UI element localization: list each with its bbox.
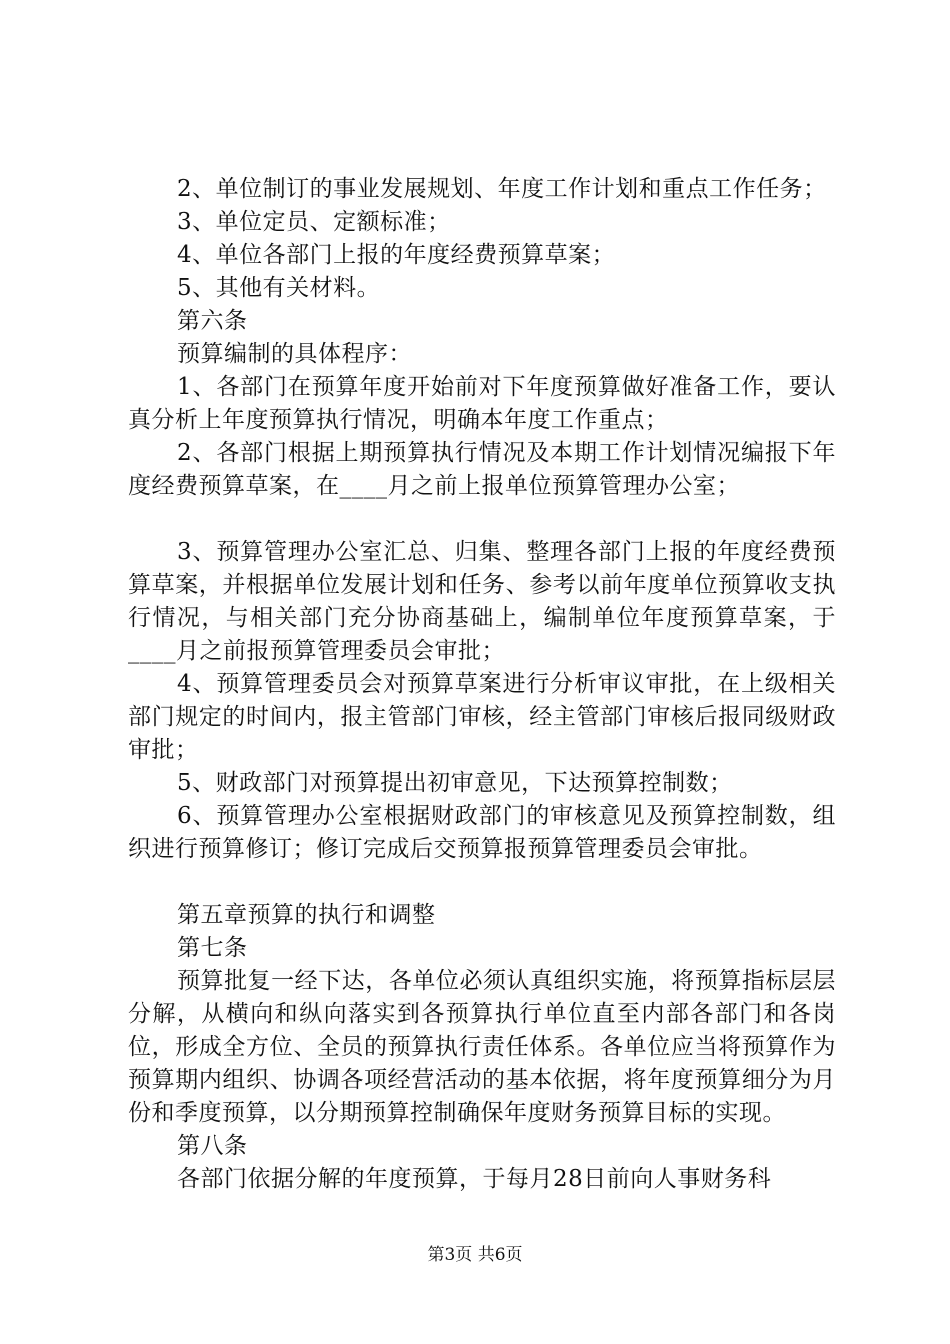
chapter-heading-5: 第五章预算的执行和调整 <box>177 902 436 928</box>
paragraph-step-3: 3、预算管理办公室汇总、归集、整理各部门上报的年度经费预算草案，并根据单位发展计划和任务、参考以前年度单位预算收支执行情况，与相关部门充分协商基础上，编制单位年度预算草案，于____月之前报预算管理委员会审批； <box>128 539 836 664</box>
paragraph-item-4: 4、单位各部门上报的年度经费预算草案； <box>177 242 616 268</box>
paragraph-procedure-title: 预算编制的具体程序： <box>177 341 412 367</box>
paragraph-article-7: 预算批复一经下达，各单位必须认真组织实施，将预算指标层层分解，从横向和纵向落实到各预算执行单位直至内部各部门和各岗位，形成全方位、全员的预算执行责任体系。各单位应当将预算作为预算期内组织、协调各项经营活动的基本依据，将年度预算细分为月份和季度预算，以分期预算控制确保年度财务预算目标的实现。 <box>128 968 836 1126</box>
paragraph-item-5: 5、其他有关材料。 <box>177 275 381 301</box>
article-heading-6: 第六条 <box>177 308 248 334</box>
paragraph-step-1: 1、各部门在预算年度开始前对下年度预算做好准备工作，要认真分析上年度预算执行情况，明确本年度工作重点； <box>128 374 836 433</box>
paragraph-step-2: 2、各部门根据上期预算执行情况及本期工作计划情况编报下年度经费预算草案，在____月之前上报单位预算管理办公室； <box>128 440 836 499</box>
paragraph-article-8: 各部门依据分解的年度预算，于每月28日前向人事财务科 <box>177 1166 772 1192</box>
paragraph-step-6: 6、预算管理办公室根据财政部门的审核意见及预算控制数，组织进行预算修订；修订完成后交预算报预算管理委员会审批。 <box>128 803 836 862</box>
paragraph-step-5: 5、财政部门对预算提出初审意见，下达预算控制数； <box>177 770 733 796</box>
page-footer: 第3页 共6页 <box>427 1245 523 1265</box>
article-heading-8: 第八条 <box>177 1133 248 1159</box>
paragraph-item-2: 2、单位制订的事业发展规划、年度工作计划和重点工作任务； <box>177 176 827 202</box>
article-heading-7: 第七条 <box>177 935 248 961</box>
paragraph-item-3: 3、单位定员、定额标准； <box>177 209 451 235</box>
paragraph-step-4: 4、预算管理委员会对预算草案进行分析审议审批，在上级相关部门规定的时间内，报主管部门审核，经主管部门审核后报同级财政审批； <box>128 671 836 763</box>
body-text <box>128 173 836 1196</box>
